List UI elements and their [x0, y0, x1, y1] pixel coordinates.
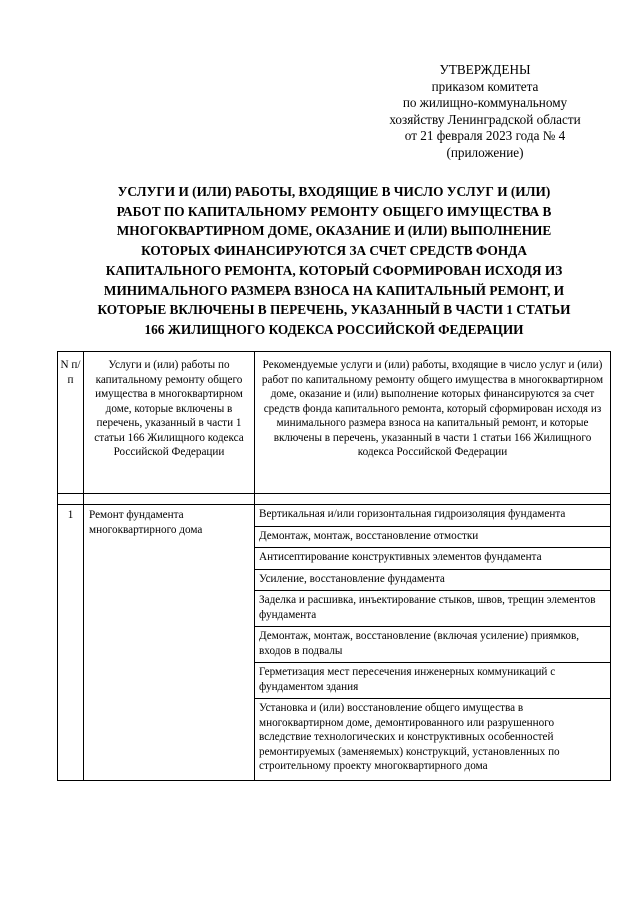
approval-line: от 21 февраля 2023 года № 4	[404, 128, 566, 143]
header-recommended: Рекомендуемые услуги и (или) работы, входящие в число услуг и (или) работ по капитальному ремонту общего имущества в многоквартирном доме, оказание и (или) выполнение которых финансируются за счет средств фонда капитального ремонта, который сформирован исходя из минимального размера взноса на капитальный ремонт, и которые включены в перечень, указанный в части 1 статьи 166 Жилищного кодекса Российской Федерации	[255, 352, 611, 494]
title-line: УСЛУГИ И (ИЛИ) РАБОТЫ, ВХОДЯЩИЕ В ЧИСЛО УСЛУГ И (ИЛИ)	[117, 184, 551, 199]
work-item: Усиление, восстановление фундамента	[255, 570, 610, 592]
title-line: РАБОТ ПО КАПИТАЛЬНОМУ РЕМОНТУ ОБЩЕГО ИМУЩЕСТВА В	[116, 203, 552, 219]
table-header-row	[58, 352, 611, 494]
document-title	[58, 182, 610, 340]
approval-line: (приложение)	[446, 144, 524, 160]
work-item: Демонтаж, монтаж, восстановление отмостки	[255, 527, 610, 549]
work-item: Вертикальная и/или горизонтальная гидроизоляция фундамента	[255, 505, 610, 527]
title-line: 166 ЖИЛИЩНОГО КОДЕКСА РОССИЙСКОЙ ФЕДЕРАЦИИ	[144, 321, 524, 337]
spacer-cell	[255, 494, 611, 505]
works-list	[255, 505, 610, 780]
approval-line: приказом комитета	[431, 78, 539, 94]
work-item: Герметизация мест пересечения инженерных коммуникаций с фундаментом здания	[255, 663, 610, 699]
title-line: КОТОРЫХ ФИНАНСИРУЮТСЯ ЗА СЧЕТ СРЕДСТВ ФОНДА	[141, 243, 527, 259]
approval-block	[330, 62, 639, 161]
table-row	[58, 505, 611, 781]
title-line: КОТОРЫЕ ВКЛЮЧЕНЫ В ПЕРЕЧЕНЬ, УКАЗАННЫЙ В ЧАСТИ 1 СТАТЬИ	[97, 302, 571, 318]
spacer-row	[58, 494, 611, 505]
row-category: Ремонт фундамента многоквартирного дома	[84, 505, 255, 781]
spacer-cell	[58, 494, 84, 505]
title-line: МНОГОКВАРТИРНОМ ДОМЕ, ОКАЗАНИЕ И (ИЛИ) ВЫПОЛНЕНИЕ	[116, 223, 552, 239]
spacer-cell	[84, 494, 255, 505]
work-item: Заделка и расшивка, инъектирование стыков, швов, трещин элементов фундамента	[255, 591, 610, 627]
header-category: Услуги и (или) работы по капитальному ремонту общего имущества в многоквартирном доме, которые включены в перечень, указанный в части 1 статьи 166 Жилищного кодекса Российской Федерации	[84, 352, 255, 494]
approval-line: хозяйству Ленинградской области	[389, 111, 581, 127]
services-table	[57, 351, 611, 781]
work-item: Демонтаж, монтаж, восстановление (включая усиление) приямков, входов в подвалы	[255, 627, 610, 663]
approval-line: по жилищно-коммунальному	[402, 95, 568, 110]
work-item: Установка и (или) восстановление общего имущества в многоквартирном доме, демонтированного или разрушенного вследствие технологических и конструктивных особенностей ремонтируемых (заменяемых) конструкций, установленных по строительному проекту многоквартирного дома	[259, 702, 560, 772]
title-line: МИНИМАЛЬНОГО РАЗМЕРА ВЗНОСА НА КАПИТАЛЬНЫЙ РЕМОНТ, И	[103, 282, 565, 298]
row-number: 1	[58, 505, 84, 781]
title-line: КАПИТАЛЬНОГО РЕМОНТА, КОТОРЫЙ СФОРМИРОВАН ИСХОДЯ ИЗ	[105, 262, 563, 278]
works-cell	[255, 505, 611, 781]
header-number: N п/п	[58, 352, 84, 494]
approval-line: УТВЕРЖДЕНЫ	[439, 62, 531, 77]
work-item: Антисептирование конструктивных элементов фундамента	[255, 548, 610, 570]
